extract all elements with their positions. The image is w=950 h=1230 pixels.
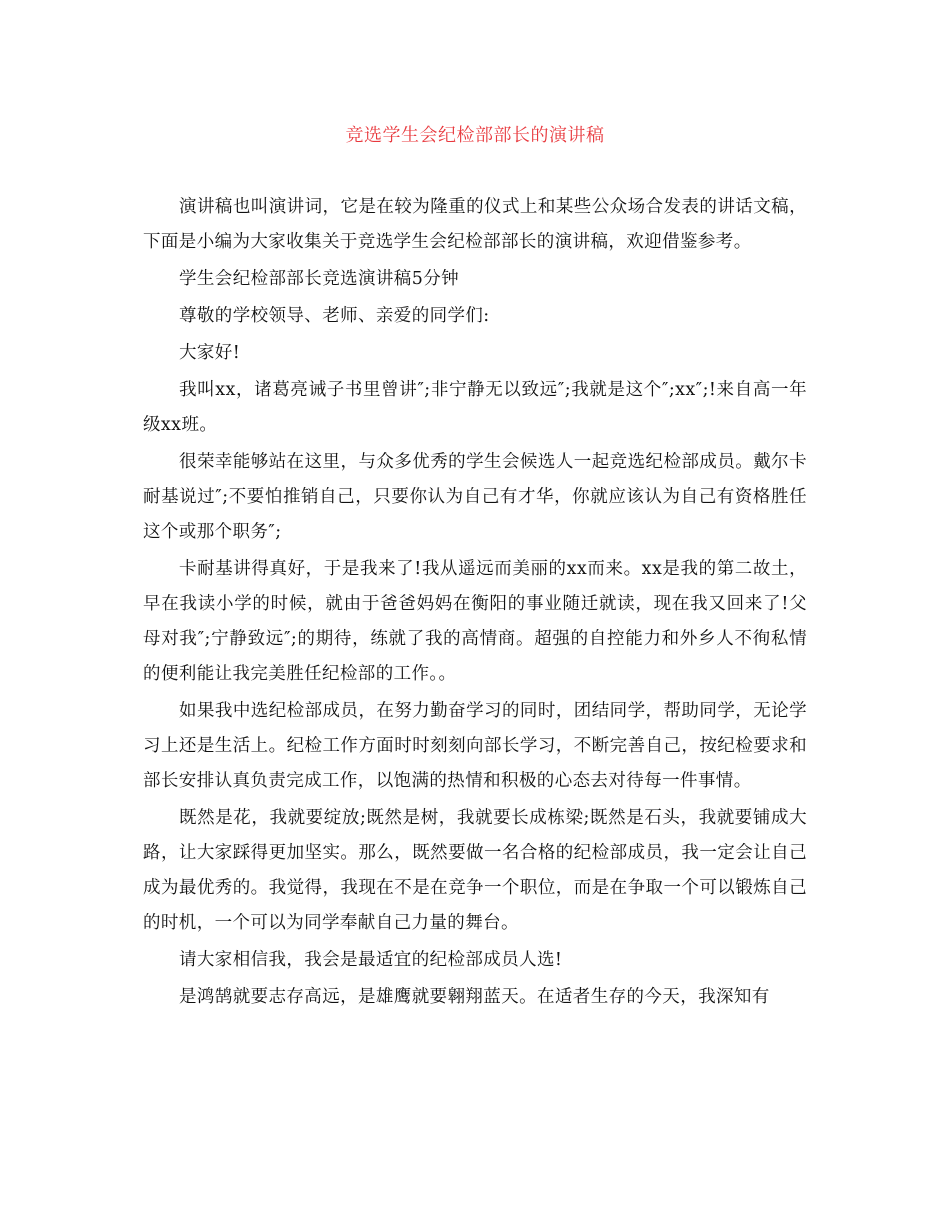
document-title: 竞选学生会纪检部部长的演讲稿 <box>345 125 605 146</box>
document-body <box>143 190 807 1017</box>
paragraph: 卡耐基讲得真好，于是我来了!我从遥远而美丽的xx而来。xx是我的第二故土，早在我读小学的时候，就由于爸爸妈妈在衡阳的事业随迁就读，现在我又回来了!父母对我″;宁静致远″;的期待，练就了我的高情商。超强的自控能力和外乡人不徇私情的便利能让我完美胜任纪检部的工作。。 <box>143 559 807 684</box>
paragraph: 既然是花，我就要绽放;既然是树，我就要长成栋梁;既然是石头，我就要铺成大路，让大家踩得更加坚实。那么，既然要做一名合格的纪检部成员，我一定会让自己成为最优秀的。我觉得，我现在不是在竞争一个职位，而是在争取一个可以锻炼自己的时机，一个可以为同学奉献自己力量的舞台。 <box>143 808 807 933</box>
paragraph: 是鸿鹄就要志存高远，是雄鹰就要翱翔蓝天。在适者生存的今天，我深知有 <box>179 987 770 1007</box>
paragraph: 很荣幸能够站在这里，与众多优秀的学生会候选人一起竞选纪检部成员。戴尔卡耐基说过″;不要怕推销自己，只要你认为自己有才华，你就应该认为自己有资格胜任这个或那个职务″; <box>143 452 807 542</box>
paragraph-intro: 演讲稿也叫演讲词，它是在较为隆重的仪式上和某些公众场合发表的讲话文稿，下面是小编为大家收集关于竞选学生会纪检部部长的演讲稿，欢迎借鉴参考。 <box>143 197 807 252</box>
paragraph-subtitle: 学生会纪检部部长竞选演讲稿5分钟 <box>179 269 460 289</box>
paragraph: 如果我中选纪检部成员，在努力勤奋学习的同时，团结同学，帮助同学，无论学习上还是生活上。纪检工作方面时时刻刻向部长学习，不断完善自己，按纪检要求和部长安排认真负责完成工作，以饱满的热情和积极的心态去对待每一件事情。 <box>143 701 807 791</box>
paragraph-salutation: 尊敬的学校领导、老师、亲爱的同学们: <box>179 306 490 326</box>
paragraph: 请大家相信我，我会是最适宜的纪检部成员人选! <box>179 950 563 970</box>
paragraph-greeting: 大家好! <box>179 343 241 363</box>
paragraph: 我叫xx，诸葛亮诫子书里曾讲″;非宁静无以致远″;我就是这个″;xx″;!来自高一年级xx班。 <box>143 380 807 435</box>
